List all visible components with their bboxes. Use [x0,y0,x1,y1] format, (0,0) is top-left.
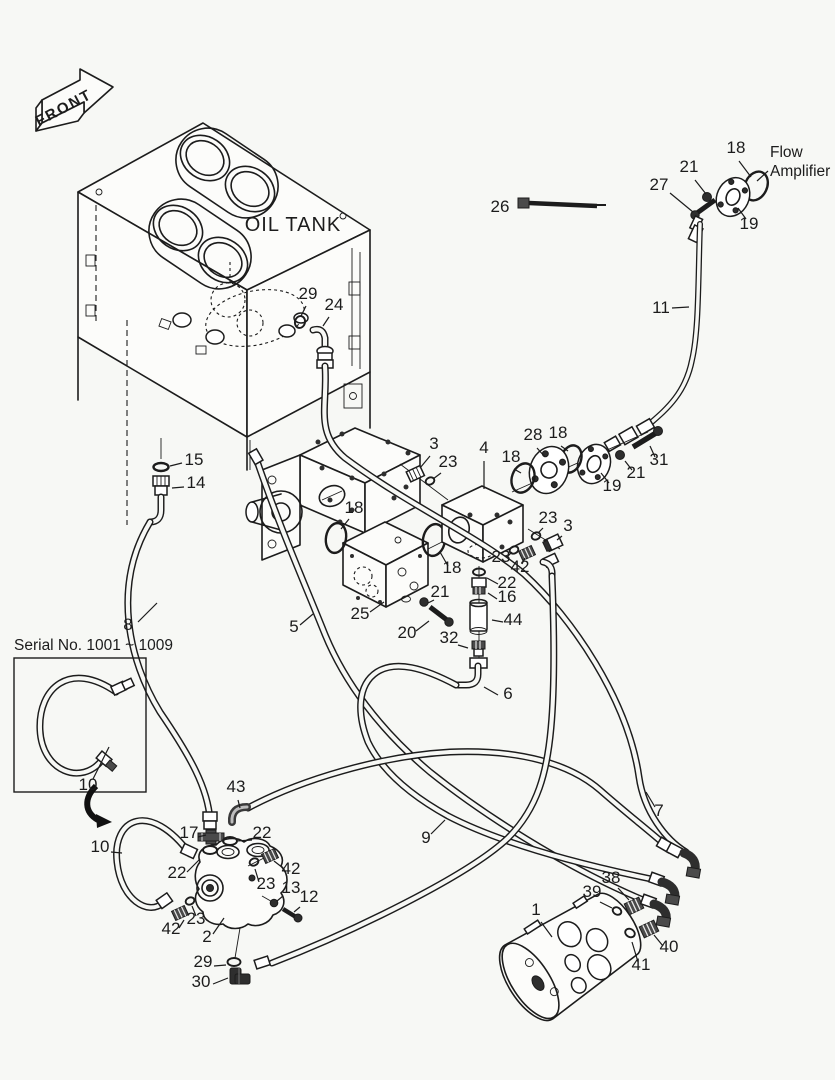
part-43: 43 [226,777,246,796]
flow-amplifier-line1: Flow [770,144,803,161]
part-23-b-leader [538,528,543,533]
elbow-43 [232,807,247,822]
valve-block-25 [324,521,454,626]
part-6: 6 [503,684,513,703]
part-13: 13 [281,878,301,897]
elbow-6 [458,658,487,685]
part-18-c: 18 [344,498,364,517]
part-23-left-leader [433,473,441,479]
part-15: 15 [184,450,204,469]
part-24: 24 [324,295,344,314]
part-42-c: 42 [161,919,181,938]
part-23-d: 23 [256,874,276,893]
bolt-20 [430,607,447,620]
part-42-a: 42 [510,557,530,576]
part-27-leader [670,193,693,212]
part-5: 5 [289,617,299,636]
part-39: 39 [582,882,602,901]
cable-tie-26 [518,198,606,208]
part-18-b: 18 [548,423,568,442]
part-19-topright: 19 [739,214,759,233]
flow-amplifier-line2: Amplifier [770,163,831,180]
part-29-tank: 29 [298,284,318,303]
part-8: 8 [123,615,133,634]
part-22-a: 22 [497,573,517,592]
fitting-14 [153,476,169,495]
serial-box [14,658,146,792]
part-20-leader [416,621,429,631]
front-arrow-text: FRONT [32,86,96,131]
part-40: 40 [659,937,679,956]
part-9-leader [431,820,445,834]
part-16-leader [488,593,497,599]
part-3-left: 3 [429,434,439,453]
part-18-topright: 18 [726,138,746,157]
part-41: 41 [631,955,651,974]
part-9: 9 [421,828,431,847]
part-19-b: 19 [602,476,622,495]
part-44-leader [492,620,503,622]
elbow-30 [230,968,250,984]
part-5-leader [300,614,313,625]
nut-21-b [616,451,625,460]
fitting-32 [472,641,485,656]
part-8-leader [138,603,157,622]
tube-44 [470,600,487,635]
part-30: 30 [191,972,211,991]
part-32-leader [458,645,468,648]
part-38: 38 [601,868,621,887]
bolt-12 [283,909,296,917]
plug-13 [270,899,278,907]
part-14: 14 [186,473,206,492]
part-32: 32 [439,628,459,647]
part-44: 44 [503,610,523,629]
part-18-a: 18 [501,447,521,466]
o-ring-23-left [424,476,435,486]
part-18-d: 18 [442,558,462,577]
part-31: 31 [649,450,669,469]
part-15-leader [170,463,182,466]
bolt-27 [697,200,715,213]
part-3-left-leader [420,456,430,468]
part-12: 12 [299,887,319,906]
part-17: 17 [179,823,199,842]
o-ring-23-e [184,896,195,906]
hose-43 [248,752,664,844]
o-ring-29-b [228,958,241,966]
part-21-c: 21 [430,582,450,601]
o-ring-15 [154,463,169,471]
serial-note-text: Serial No. 1001 ~ 1009 [14,637,173,654]
part-2: 2 [202,927,212,946]
part-21-topright-leader [695,180,706,194]
flange-28 [523,441,575,499]
part-22-a-leader [487,578,498,584]
tank-outlet-chain [150,438,169,522]
part-16: 16 [497,587,517,606]
part-27: 27 [649,175,669,194]
fitting-16 [472,578,486,594]
part-25: 25 [350,604,370,623]
part-10-loop: 10 [90,837,110,856]
oil-tank-text: OIL TANK [244,214,342,236]
part-18-topright-leader [739,161,751,177]
part-22-b: 22 [252,823,272,842]
part-12-leader [294,907,300,912]
part-23-left: 23 [438,452,458,471]
part-23-e: 23 [186,909,206,928]
part-4: 4 [479,438,489,457]
plug-3-b [542,534,562,552]
part-14-leader [172,487,184,488]
part-7: 7 [654,801,664,820]
part-23-b: 23 [538,508,558,527]
nut-21-top [703,193,712,202]
fitting-40 [639,920,659,938]
part-21-topright: 21 [679,157,699,176]
part-1: 1 [531,900,541,919]
part-21-b: 21 [626,463,646,482]
part-42-b: 42 [281,859,301,878]
nut-21-c [420,598,428,606]
part-28: 28 [523,425,543,444]
o-ring-23-b [530,531,541,541]
part-30-leader [213,978,228,984]
part-20: 20 [397,623,417,642]
part-25-leader [370,602,384,612]
part-23-c: 23 [491,547,511,566]
part-6-leader [484,687,498,695]
part-29-b-leader [214,965,226,966]
part-11: 11 [652,298,670,317]
part-10-serial: 10 [78,775,98,794]
part-10-loop-leader [111,852,122,853]
part-29-b: 29 [193,952,213,971]
part-22-c: 22 [167,863,187,882]
part-26: 26 [490,197,510,216]
part-11-leader [672,307,689,308]
part-3-b: 3 [563,516,573,535]
steel-tube-11 [604,224,700,451]
block4-bottom-chain [458,566,487,685]
